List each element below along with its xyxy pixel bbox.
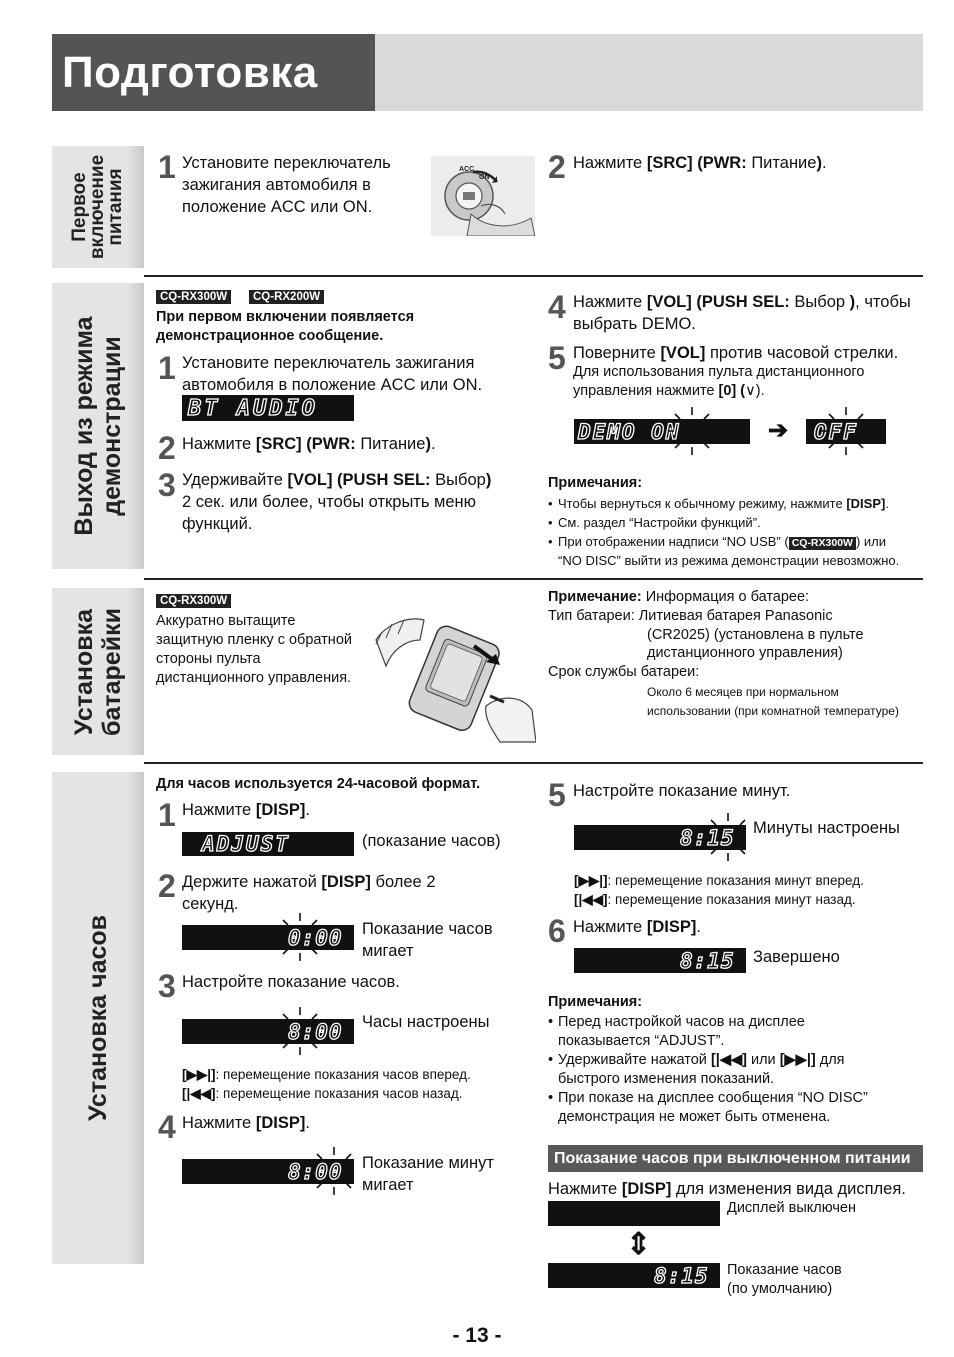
battery-life-line: использовании (при комнатной температуре) [647,704,899,718]
blink-rays-icon [276,913,324,961]
step-number: 3 [158,968,176,1004]
lcd-clock-done-caption: Завершено [753,948,840,966]
lcd-hours-set [182,1019,354,1044]
lcd-clock-default [548,1263,720,1288]
section-divider [144,578,923,580]
demo-step4-text: Нажмите [VOL] (PUSH SEL: Выбор ), чтобы выбрать DEMO. [573,293,911,333]
remote-battery-illustration [372,610,536,750]
demo-intro: При первом включении появляется демонстрационное сообщение. [156,309,415,344]
list-item: [|◀◀]: перемещение показания минут назад. [574,892,856,907]
lcd-adjust-caption: (показание часов) [362,832,501,850]
lcd-text: OFF [814,419,858,444]
clock-step1-text: Нажмите [DISP]. [182,801,310,819]
clock-step4-text: Нажмите [DISP]. [182,1114,310,1132]
lcd-bt-audio [182,395,354,421]
tab-label-line: Выход из режима [70,316,98,536]
demo-step5-note: Для использования пульта дистанционного управления нажмите [0] (∨). [573,364,865,399]
next-track-icon: [▶▶|] [182,1067,216,1082]
tab-first-power-on [52,146,144,268]
next-track-icon: [▶▶|] [574,873,608,888]
battery-type-line: (CR2025) (установлена в пульте [647,627,864,643]
demo-notes-list [548,494,928,570]
blink-rays-icon [276,1007,324,1055]
tab-label-line: Установка [70,608,98,735]
blink-rays-icon [668,407,716,455]
model-badge: CQ-RX300W [156,594,231,608]
lcd-hours-set-caption: Часы настроены [362,1013,490,1031]
step-number: 1 [158,350,176,386]
lcd-clock-done [574,948,746,973]
demo-step3-text: Удерживайте [VOL] (PUSH SEL: Выбор) 2 сек. или более, чтобы открыть меню функций. [182,471,492,533]
prev-track-icon: [|◀◀] [574,892,608,907]
clock-notes-title: Примечания: [548,994,643,1010]
battery-instruction: Аккуратно вытащите защитную пленку с обратной стороны пульта дистанционного управления. [156,613,352,686]
power-off-instruction: Нажмите [DISP] для изменения вида дисплея. [548,1180,906,1198]
tab-demo-exit [52,283,144,569]
lcd-demo-on [574,419,750,444]
blink-rays-icon [822,407,870,455]
lcd-text: 8:00 [288,1019,343,1044]
lcd-text: 8:15 [680,948,735,973]
step-number: 2 [548,149,566,185]
tab-clock [52,772,144,1264]
display-off-caption: Дисплей выключен [727,1200,856,1216]
battery-type-line: дистанционного управления) [647,645,843,661]
battery-life-label: Срок службы батареи: [548,664,700,680]
list-item: • При отображении надписи “NO USB” ( CQ-RX300W ) или “NO DISC” выйти из режима демонстрации невозможно. [548,532,928,570]
tab-label-line: Установка часов [84,914,112,1122]
demo-step5-text: Поверните [VOL] против часовой стрелки. [573,344,899,362]
lcd-minutes-blink-caption: Показание минут мигает [362,1154,494,1194]
lcd-text: ADJUST [202,832,290,856]
battery-life-line: Около 6 месяцев при нормальном [647,685,839,699]
clock-step5-text: Настройте показание минут. [573,782,791,800]
arrow-right-icon: ➔ [768,417,789,444]
clock-intro: Для часов используется 24-часовой формат. [156,776,481,792]
clock-step6-text: Нажмите [DISP]. [573,918,701,936]
list-item: [|◀◀]: перемещение показания часов назад. [182,1086,463,1101]
prev-track-icon: [|◀◀] [182,1086,216,1101]
blink-rays-icon [310,1147,358,1195]
power-step2-text: Нажмите [SRC] (PWR: Питание). [573,154,827,172]
step-number: 1 [158,797,176,833]
clock-step2-text: Держите нажатой [DISP] более 2 секунд. [182,873,436,913]
list-item: • Перед настройкой часов на дисплее показывается “ADJUST”. [548,1013,898,1051]
lcd-text: 8:15 [654,1263,709,1288]
section-divider [144,762,923,764]
tab-label-line: Первое [69,172,90,242]
lcd-minutes-set-caption: Минуты настроены [753,819,900,837]
model-badge: CQ-RX300W [156,290,231,304]
ignition-acc-label: ACC [459,166,475,173]
lcd-adjust [182,832,354,856]
clock-notes-list [548,1013,898,1127]
page-number: - 13 - [452,1324,502,1347]
lcd-text: 8:00 [288,1159,343,1184]
list-item: • См. раздел “Настройки функций”. [548,513,928,532]
step-number: 4 [158,1109,176,1145]
lcd-text: 0:00 [288,925,343,950]
step-number: 2 [158,868,176,904]
step-number: 1 [158,149,176,185]
tab-label-line: демонстрации [98,336,126,516]
list-item: [▶▶|]: перемещение показания минут вперед. [574,873,864,888]
tab-label-line: батарейки [98,607,126,736]
step-number: 3 [158,467,176,503]
step-number: 6 [548,913,566,949]
step-number: 5 [548,777,566,813]
lcd-text: BT AUDIO [188,395,318,421]
page-title: Подготовка [52,34,375,111]
step-number: 5 [548,340,566,376]
tab-battery [52,588,144,755]
model-badge: CQ-RX200W [249,290,324,304]
chevron-down-icon: ∨ [745,383,756,399]
list-item: • При показе на дисплее сообщения “NO DISC” демонстрация не может быть отменена. [548,1089,898,1127]
clock-step3-text: Настройте показание часов. [182,973,400,991]
ignition-on-label: ON [479,174,490,181]
step-number: 2 [158,430,176,466]
blink-rays-icon [704,813,752,861]
ignition-key-illustration [431,156,535,236]
list-item: • Удерживайте нажатой [|◀◀] или [▶▶|] для быстрого изменения показаний. [548,1051,898,1089]
lcd-hours-blink-caption: Показание часов мигает [362,920,493,960]
model-badge: CQ-RX300W [789,537,856,550]
battery-note-heading: Примечание: Информация о батарее: [548,589,810,605]
demo-notes-title: Примечания: [548,475,643,491]
step-number: 4 [548,289,566,325]
demo-step1-text: Установите переключатель зажигания автомобиля в положение ACC или ON. [182,354,483,394]
list-item: • Чтобы вернуться к обычному режиму, нажмите [DISP]. [548,494,928,513]
power-step1-text: Установите переключатель зажигания автомобиля в положение ACC или ON. [182,154,391,216]
up-down-arrow-icon: ⇕ [626,1228,652,1261]
lcd-text: 8:15 [680,825,735,850]
lcd-text: DEMO ON [578,419,681,444]
section-divider [144,275,923,277]
next-track-icon: [▶▶|] [779,1052,816,1068]
battery-type: Тип батареи: Литиевая батарея Panasonic [548,608,833,624]
clock-default-caption: Показание часов (по умолчанию) [727,1262,842,1297]
tab-label-line: питания [105,168,126,246]
hours-key-help [182,1065,537,1103]
list-item: [▶▶|]: перемещение показания часов вперед. [182,1067,471,1082]
power-off-clock-banner: Показание часов при выключенном питании [548,1145,923,1172]
demo-step2-text: Нажмите [SRC] (PWR: Питание). [182,435,436,453]
lcd-hours-blink [182,925,354,950]
tab-label-line: включение [87,154,108,260]
minutes-key-help [574,871,924,909]
prev-track-icon: [|◀◀] [710,1052,747,1068]
lcd-display-off [548,1201,720,1226]
